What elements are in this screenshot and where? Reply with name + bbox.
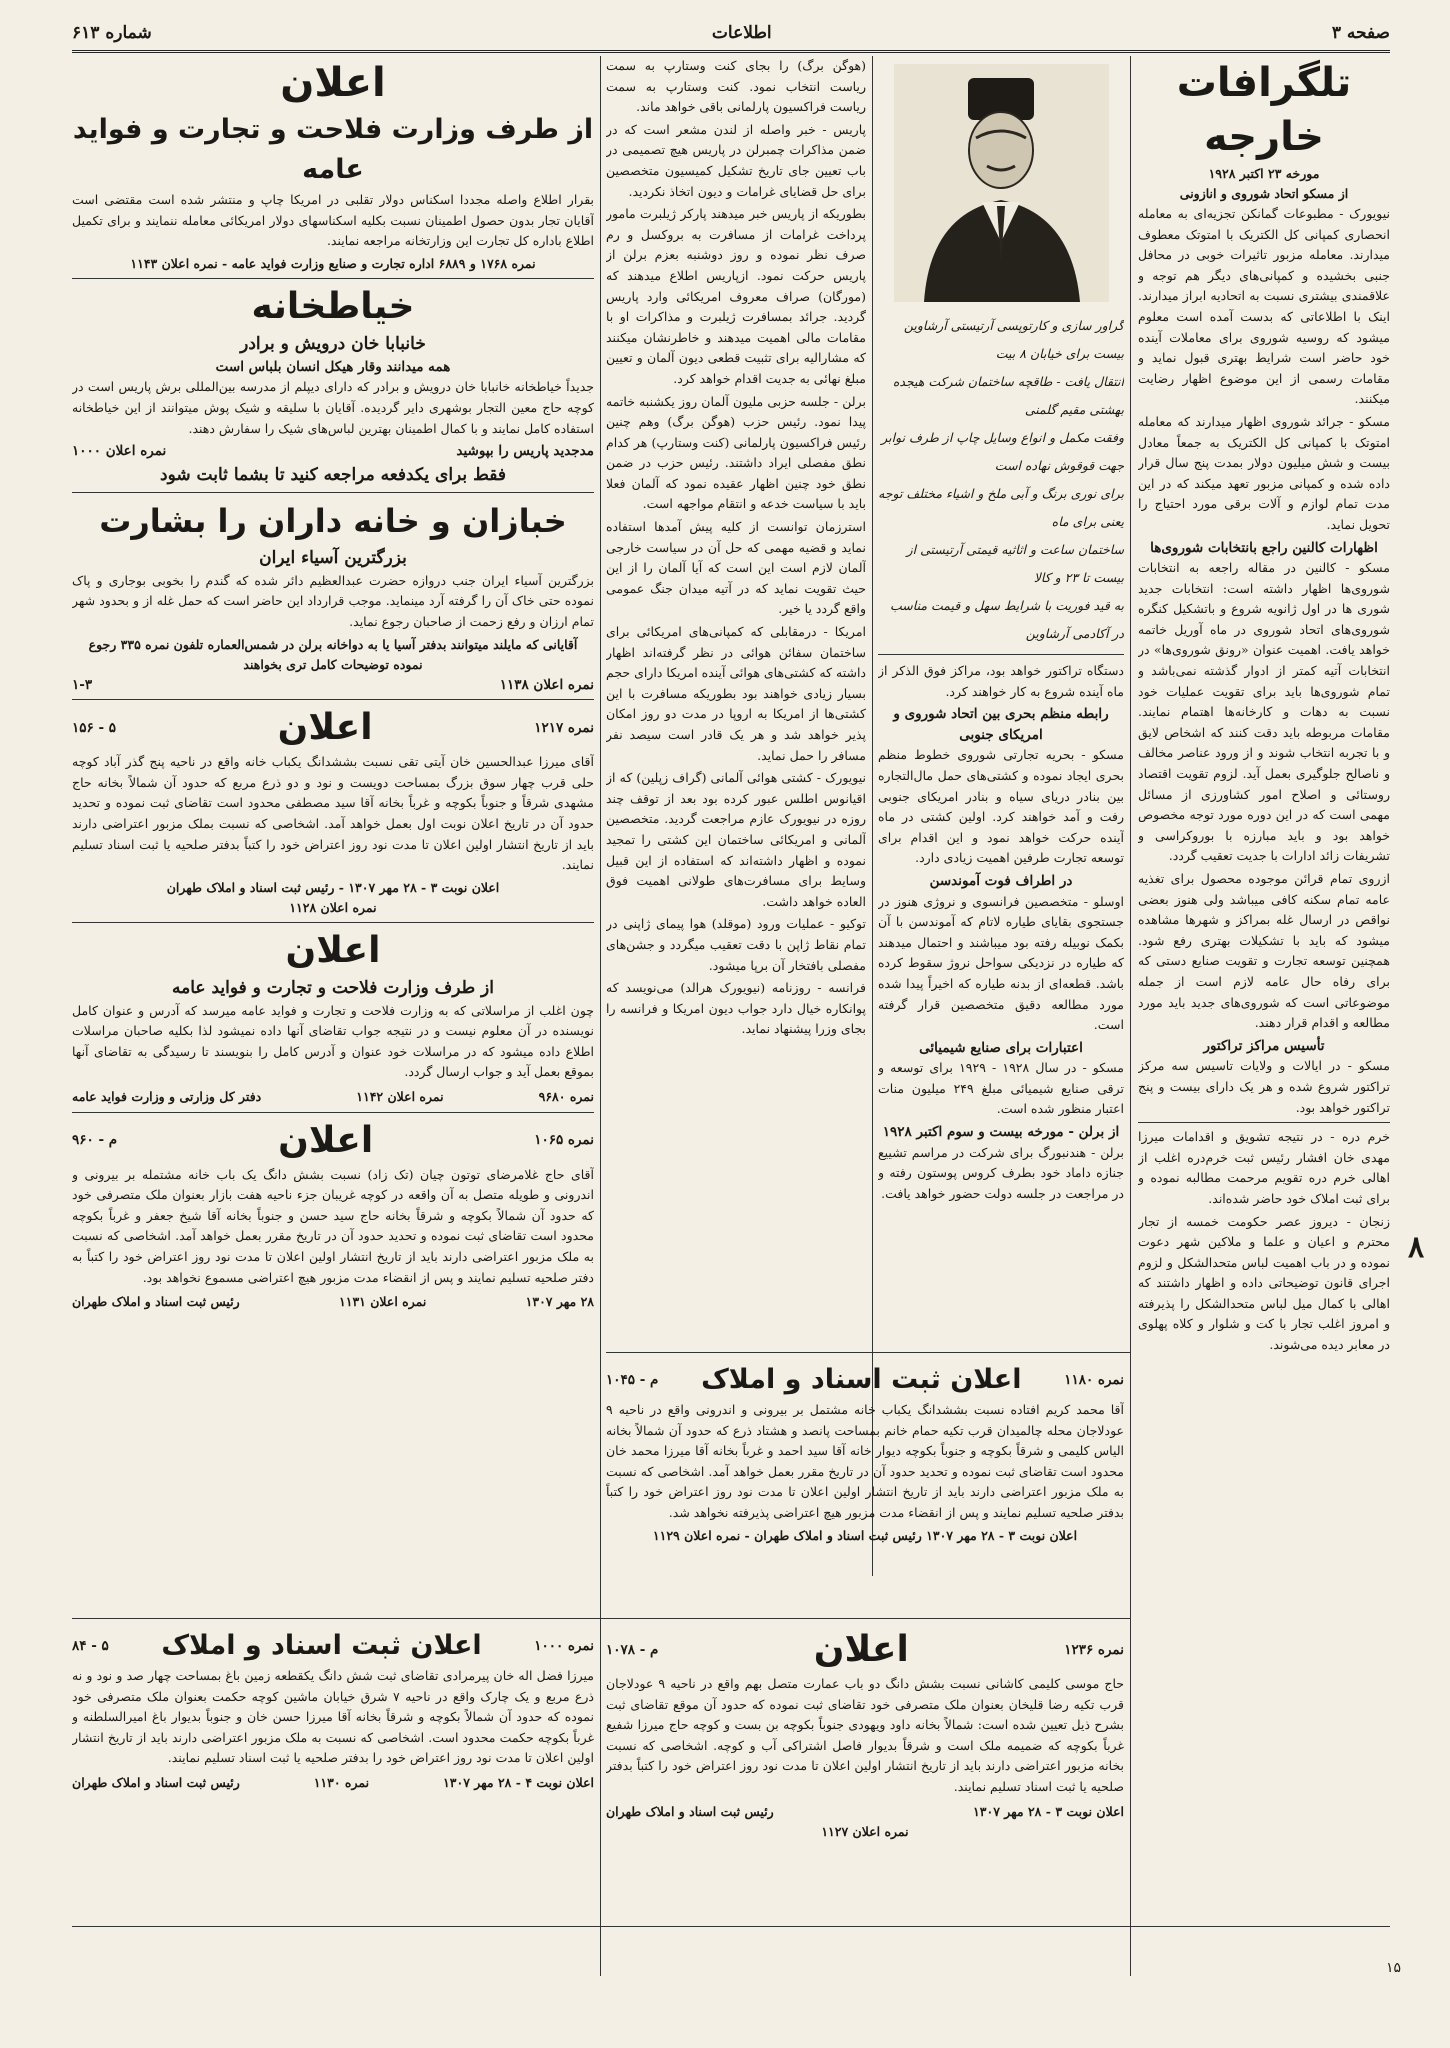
masthead-rule	[72, 50, 1390, 53]
ad-number: نمره ۹۶۸۰	[538, 1089, 594, 1105]
section-divider	[72, 1112, 594, 1113]
section-divider	[72, 492, 594, 493]
ads-column	[72, 56, 594, 1606]
announcement-title: اعلان	[813, 1629, 909, 1670]
ad-footer: آقایانی که مایلند میتوانند بدفتر آسیا یا به دواخانه برلن در شمس‌العماره تلفون نمره ۳۳۵ رجوع نموده توضیحات کامل تری بخواهند	[88, 636, 578, 672]
article-paragraph: نیویورک - کشتی هوائی آلمانی (گراف زپلین) که از اقیانوس اطلس عبور کرده بود بعد از توقف چند روزه در نیویورک عازم مراجعت گردید. متخصصین آلمانی و امریکائی ساختمان این کشتی را تمجید نموده و اظهار داشته‌اند که استفاده از این قبیل وسایط برای مسافرت‌های طولانی اهمیت فوق العاده خواهد داشت.	[606, 770, 866, 909]
news-column-2	[878, 56, 1124, 1546]
announcement-title: اعلان ثبت اسناد و املاک	[701, 1364, 1022, 1395]
announcement-date: اعلان نوبت ۴ - ۲۸ مهر ۱۳۰۷	[443, 1774, 594, 1790]
telegrams-dateline: از مسکو اتحاد شوروی و انازونی	[1179, 186, 1349, 201]
announcement-body: آقا محمد کریم افتاده نسبت بششدانگ یکباب خانه مشتمل بر بیرونی و اندرونی واقع در ناحیه ۹ عودلاجان محله چالمیدان قرب تکیه حمام خانم بمساحت پانصد و هشتاد ذرع که حدود آن شمالاً بخانه الیاس کلیمی و شرقاً بکوچه و جنوباً بکوچه دیوار خانه آقا سید احمد و غرباً بخانه آقا میرزا محمد خان محدود است تقاضای ثبت نموده و تحدید حدود آن در تاریخ مقرر بعمل خواهد آمد. اشخاصی که نسبت به ملک مزبور اعتراضی دارند باید از تاریخ انتشار اولین اعلان تا مدت نود روز اعتراض خود را کتباً بدفتر صلحیه تسلیم نمایند و پس از انقضاء مدت مزبور هیچ اعتراضی پذیرفته نخواهد شد.	[606, 1402, 1124, 1520]
article-paragraph: مسکو - کالنین در مقاله راجعه به انتخابات شوروی‌ها اظهار داشته است: انتخابات جدید شوری ها در اول ژانویه شروع و باتشکیل کنگره شوروی‌های اتحاد شوروی در ماه آوریل خاتمه خواهد یافت. اهمیت عنوان «رونق شوروی‌ها» در انتخابات آتیه کمتر از ادوار گذشته نمی‌باشد و تمام شوروی‌ها باید برای تقویت عملیات خود نسبت به دهات و کارخانه‌ها اهتمام نمایند. مقامات مربوطه باید دقت کنند که اشخاص لایق و با تجربه انتخاب شوند و از ورود عناصر مخالف و ناصالح جلوگیری بعمل آید. لزوم تقویت اقتصاد روستائی و اصلاح امور کشاورزی از مسائل مهمی است که در این دوره مورد توجه مخصوص خواهد بود و باید مبارزه با بوروکراسی و تشریفات زائد ادارات با جدیت تعقیب گردد.	[1138, 560, 1390, 864]
article-paragraph: فرانسه - روزنامه (نیویورک هرالد) می‌نویسد که پوانکاره خیال دارد جواب دیون امریکا و فرانسه را بجای وزرا پیشنهاد نماید.	[606, 980, 866, 1037]
article-paragraph: پاریس - خبر واصله از لندن مشعر است که در ضمن مذاکرات چمبرلن در پاریس هیچ تصمیمی در باب تعیین جای تاریخ تشکیل کمیسیون متخصصین برای حل قضایای غرامات و دیون اتخاذ نکردید.	[606, 121, 866, 199]
announcement-title: اعلان ثبت اسناد و املاک	[161, 1630, 482, 1661]
portrait-caption	[878, 312, 1124, 648]
telegrams-date: مورخه ۲۳ اکتبر ۱۹۲۸	[1208, 166, 1320, 181]
portrait-icon	[894, 64, 1109, 302]
ad-body: بقرار اطلاع واصله مجددا اسکناس دولار تقلبی در امریکا چاپ و منتشر شده است مقتضی است آقایان تجار بدون حصول اطمینان نسبت بکلیه اسکناسهای دولار امریکائی معامله ننمایند و برای تکمیل اطلاع باداره کل تجارت این وزارتخانه مراجعه نمایند.	[72, 192, 594, 249]
announcement-signature: رئیس ثبت اسناد و املاک طهران	[72, 1774, 240, 1790]
masthead	[72, 18, 1390, 48]
article-paragraph: برلن - جلسه حزبی ملیون آلمان روز یکشنبه خاتمه پیدا نمود. رئیس حزب (هوگن برگ) وهم چنین رئیس فراکسیون پارلمانی (کنت وستارپ) هر کدام نطق مفصلی ایراد داشتند. رئیس حزب در ضمن نطق خود چنین اظهار عقیده نمود که آلمان فعلا باید با سیاست خدعه و انتقام مواجهه است.	[606, 393, 866, 512]
ad-subtitle: بزرگترین آسیاء ایران	[259, 547, 407, 568]
article-paragraph: مسکو - در ایالات و ولایات تاسیس سه مرکز تراکتور شروع شده و هر یک دارای بیست و پنج تراکتور خواهد بود.	[1138, 1058, 1390, 1115]
announcement-body: حاج موسی کلیمی کاشانی نسبت بشش دانگ دو باب عمارت متصل بهم واقع در ناحیه ۹ عودلاجان قرب تکیه رضا قلیخان بعنوان ملک متصرفی خود تقاضای ثبت نموده که حدود آن موقع تقاضای ثبت بشرح ذیل تعیین شده است: شمالاً بخانه داود ویهودی جنوباً بکوچه بن بست و کوچه حاج میرزا شفیع غرباً بکوچه که ضمیمه ملک است و شرقاً بدیوار فاصل اشتراکی آب و کوچه. اشخاصی که نسبت بخانه مزبور اعتراضی دارند باید از تاریخ انتشار اولین اعلان تا مدت نود روز اعتراض خود را کتباً بدفتر صلحیه یا ثبت اسناد تسلیم نمایند.	[606, 1676, 1124, 1794]
article-heading: اعتبارات برای صنایع شیمیائی	[919, 1039, 1083, 1056]
announcement-footer: اعلان نوبت ۳ - ۲۸ مهر ۱۳۰۷ - رئیس ثبت اسناد و املاک طهران	[166, 879, 500, 895]
announcement-code: م - ۱۰۷۸	[606, 1641, 659, 1658]
caption-line: انتقال یافت - طاقچه ساختمان شرکت هیجده بهشتی مقیم گلمنی	[892, 374, 1124, 417]
ad-subtitle: از طرف وزارت فلاحت و تجارت و فواید عامه	[72, 114, 594, 185]
announcement-number: نمره ۱۲۱۷	[534, 719, 594, 736]
ad-body: چون اغلب از مراسلاتی که به وزارت فلاحت و تجارت و فواید عامه میرسد که آدرس و عنوان کامل نویسنده در آن معلوم نیست و در نتیجه جواب تقاضای آنها داده نمیشود لذا بکلیه صاحبان مراسلات اطلاع داده میشود که در مراسلات خود عنوان و آدرس کامل را بنویسند تا رسیدگی به تقاضای آنها بموقع بعمل آید و جواب ارسال گردد.	[72, 1002, 594, 1080]
article-heading: در اطراف فوت آموندسن	[929, 872, 1073, 889]
property-announcement-3	[72, 1626, 594, 1916]
page-corner-number: ۱۵	[1386, 1960, 1402, 1976]
announcement-number: نمره ۱۰۶۵	[534, 1132, 594, 1149]
section-divider	[72, 1618, 1130, 1619]
announcement-title: اعلان	[277, 707, 373, 749]
article-paragraph: امریکا - درمقابلی که کمپانی‌های امریکائی برای ساختمان سفائن هوائی در نظر گرفته‌اند اظهار داشته که کشتی‌های هوائی آینده امریکا دارای حجم بسیار زیادی خواهند بود بطوریکه مسافرت با این کشتی‌ها از امریکا به اروپا در مدت دو روز امکان پذیر خواهد شد و هر یک قادر است سیصد نفر مسافر را حمل نماید.	[606, 624, 866, 763]
ad-number: نمره اعلان ۱۱۳۸	[499, 676, 594, 693]
article-paragraph: مسکو - بحریه تجارتی شوروی خطوط منظم بحری ایجاد نموده و کشتی‌های حمل مال‌التجاره بین بنادر دریای سیاه و بنادر امریکای جنوبی رفت و آمد خواهند کرد. اولین کشتی در ماه آینده حرکت خواهد نمود و این اقدام برای توسعه تجارت طرفین اهمیت زیادی دارد.	[878, 747, 1124, 866]
ad-title: اعلان	[280, 60, 386, 106]
announcement-number: نمره ۱۲۳۶	[1064, 1641, 1124, 1658]
article-paragraph: مسکو - جرائد شوروی اظهار میدارند که معامله امتوتک با کمپانی کل الکتریک به جمعاً معادل بیست و شش میلیون دولار بمدت پنج سال قرار داده شده و کمپانی مزبور تعهد میکند که در این مدت تمام لوازم و آلات برقی مورد احتیاج را تحویل نماید.	[1138, 413, 1390, 532]
article-paragraph: زنجان - دیروز عصر حکومت خمسه از تجار محترم و اعیان و علما و ملاکین شهر دعوت نموده و در باب اهمیت لباس متحدالشکل و لزوم اجرای قانون توضیحاتی داده و اظهار داشتند که اهالی با کمال میل لباس متحدالشکل را پذیرفته و امروز اغلب تجار با کت و شلوار و کلاه پهلوی در معابر دیده می‌شوند.	[1138, 1213, 1390, 1353]
announcement-code: ۵ - ۸۴	[72, 1637, 109, 1654]
paper-name: اطلاعات	[711, 23, 772, 43]
announcement-number: نمره ۱۰۰۰	[534, 1637, 594, 1654]
article-paragraph: برلن - هندنبورگ برای شرکت در مراسم تشییع جنازه داماد خود بطرف کروس پوستون رفته و در مراجعت در جلسه دولت حضور خواهد یافت.	[878, 1144, 1124, 1201]
article-paragraph: ازروی تمام قرائن موجوده محصول برای تغذیه عامه تمام سکنه کافی میباشد ولی هنوز بعضی نواقص در ارسال غله بمراکز و شهرها مشاهده میشود که باید با تشکیلات بهتری رفع شود. همچنین توسعه تجارت و تقویت صنایع دستی که برای رفاه حال عامه لازم است از جمله موضوعاتی است که شوروی‌های جدید باید مورد مطالعه و اقدام قرار دهند.	[1138, 871, 1390, 1031]
article-heading: اظهارات کالنین راجع بانتخابات شوروی‌ها	[1150, 539, 1378, 556]
ad-slogan: مدجدید پاریس را بپوشید	[456, 443, 594, 460]
article-paragraph: دستگاه تراکتور خواهد بود، مراکز فوق الذکر از ماه آینده شروع به کار خواهند کرد.	[878, 663, 1124, 699]
ad-title: خبازان و خانه داران را بشارت	[99, 501, 567, 540]
column-divider	[600, 56, 601, 1976]
announcement-number: نمره ۱۱۳۰	[313, 1774, 370, 1790]
announcement-number: نمره ۱۱۸۰	[1064, 1371, 1124, 1388]
article-paragraph: خرم دره - در نتیجه تشویق و اقدامات میرزا مهدی خان افشار رئیس ثبت خرم‌دره اغلب از اهالی خرم دره تقویم مرحمت مطالبه نموده و برای ثبت املاک خود حاضر شده‌اند.	[1138, 1129, 1390, 1206]
announcement-body: آقای میرزا عبدالحسین خان آیتی تقی نسبت بششدانگ یکباب خانه واقع در ناحیه پنج گذر آباد کوچه حلی قرب چهار سوق بزرگ بمساحت دویست و نود و دو ذرع مربع که حدود آن شمالاً بخانه حاج مشهدی شرقاً و جنوباً بکوچه و غرباً بخانه آقا سید مصطفی محدود است تقاضای ثبت نموده و تحدید حدود آن در تاریخ اعلان نوبت اول بعمل خواهد آمد. اشخاصی که نسبت بملک مزبور اعتراضی دارند باید از تاریخ انتشار اولین اعلان تا مدت نود روز اعتراض خود را کتباً بدفتر صلحیه یا ثبت اسناد تسلیم نمایند.	[72, 754, 594, 873]
announcement-number: نمره اعلان ۱۱۳۱	[339, 1294, 427, 1310]
caption-line: ساختمان ساعت و اثاثیه قیمتی آرتیستی از بیست تا ۲۳ و کالا	[906, 542, 1124, 585]
ad-subtitle: از طرف وزارت فلاحت و تجارت و فواید عامه	[172, 977, 494, 998]
article-paragraph: توکیو - عملیات ورود (موقلد) هوا پیمای ژاپنی در تمام نقاط ژاپن با دقت تعقیب میگردد و جشن‌های مفصلی بافتخار آن برپا میشود.	[606, 916, 866, 973]
ad-subtitle: خانبابا خان درویش و برادر	[240, 333, 426, 354]
announcement-signature: رئیس ثبت اسناد و املاک طهران	[606, 1803, 774, 1819]
section-divider	[606, 1352, 1130, 1353]
ad-body: بزرگترین آسیاء ایران جنب دروازه حضرت عبدالعظیم دائر شده که گندم را بخوبی بوجاری و پاک نموده حتی خاک آن را گرفته آرد مینماید. موجب قرارداد این حاضر است که حمل غله از و بحدود شهر تمام ارزان و رفع زحمت از صاحبان رجوع نماید.	[72, 572, 594, 629]
announcement-date: ۲۸ مهر ۱۳۰۷	[525, 1294, 594, 1310]
caption-line: گراور سازی و کارتوپسی آرتیستی آرشاوین بیست برای خیابان ۸ بیت	[903, 318, 1124, 361]
ad-tagline: فقط برای یکدفعه مراجعه کنید تا بشما ثابت شود	[160, 464, 506, 485]
article-paragraph: استرزمان توانست از کلیه پیش آمدها استفاده نماید و قضیه مهمی که حل آن در سیاست خارجی آلمان لازم است این است که آیا آلمان را از این حیث تقویت نماید که در آتیه میدان جنگ عمومی واقع گردد یا خیر.	[606, 519, 866, 617]
section-divider	[878, 654, 1124, 655]
telegrams-column	[1138, 56, 1390, 1956]
caption-line: برای نوری برنگ و آبی ملخ و اشیاء مختلف توجه یعنی برای ماه	[878, 486, 1124, 529]
ad-slogan: همه میدانند وقار هیکل انسان بلباس است	[215, 358, 451, 375]
page-number: صفحه ۳	[1331, 23, 1390, 43]
article-heading: از برلن - مورخه بیست و سوم اکتبر ۱۹۲۸	[882, 1124, 1120, 1141]
ad-corner-code: ۱-۳	[72, 676, 93, 693]
section-divider	[72, 922, 594, 923]
announcement-code: م - ۱۰۴۵	[606, 1371, 659, 1388]
ad-footer: نمره ۱۷۶۸ و ۶۸۸۹ اداره تجارت و صنایع وزارت فواید عامه - نمره اعلان ۱۱۴۳	[130, 255, 536, 271]
portrait-engraving	[894, 64, 1109, 302]
column-divider	[872, 56, 873, 1576]
ad-number: نمره اعلان ۱۱۴۲	[356, 1089, 444, 1105]
issue-number: شماره ۶۱۳	[72, 23, 152, 43]
announcement-number: نمره اعلان ۱۱۲۸	[289, 899, 377, 915]
announcement-code: م - ۹۶۰	[72, 1132, 118, 1149]
announcement-date: اعلان نوبت ۳ - ۲۸ مهر ۱۳۰۷	[973, 1803, 1124, 1819]
announcement-code: ۵ - ۱۵۶	[72, 719, 117, 736]
article-paragraph: نیویورک - مطبوعات گمانکن تجزیه‌ای به معامله انحصاری کمپانی کل الکتریک با امتوتک معطوف میدارند. معامله مزبور تاثیرات خوبی در محافل جنبی بخشیده و کمپانی‌های دیگر هم توجه و علاقمندی بیشتری نسبت به اتحادیه ابراز میدارند. اینک با اطلاعاتی که بدست آمده است معلوم میشود که روسیه شوروی برای معاملات آینده خود حاضر است شرایط بهتری قبول نماید و مقامات رسمی از این موضوع اظهار رضایت میکنند.	[1138, 206, 1390, 407]
announcement-footer: اعلان نوبت ۳ - ۲۸ مهر ۱۳۰۷ رئیس ثبت اسناد و املاک طهران - نمره اعلان ۱۱۲۹	[652, 1527, 1078, 1543]
property-announcement-2	[606, 1626, 1124, 1916]
ad-body: جدیداً خیاطخانه خانبابا خان درویش و برادر که دارای دیپلم از مدرسه بین‌المللی برش پاریس است در کوچه حاج معین التجار بوشهری دایر گردیده. آقایان با سلیقه و شیک پوش میتوانند از این خیاطخانه استفاده کامل نمایند و با کمال اطمینان بهترین لباس‌های شیک را سفارش دهند.	[72, 379, 594, 436]
ad-number: نمره اعلان ۱۰۰۰	[72, 443, 167, 460]
announcement-title: اعلان	[278, 1119, 374, 1161]
section-divider	[72, 699, 594, 700]
announcement-body: میرزا فضل اله خان پیرمرادی تقاضای ثبت شش دانگ یکقطعه زمین باغ بمساحت چهار صد و نود و نه ذرع مربع و یک چارک واقع در ناحیه ۷ شرق خیابان ماشین کوچه حکمت بعنوان ملک متصرفی خود نموده که حدود آن شمالاً بکوچه و شرقاً بخانه آقا میرزا حسن خان و جنوباً بدیوار باغ امیرالسلطنه و غرباً بکوچه حکمت محدود است. اشخاصی که نسبت به ملک مزبور اعتراضی دارند باید از تاریخ انتشار اولین اعلان تا مدت نود روز اعتراض خود را بدفتر صلحیه یا ثبت اسناد تسلیم نمایند.	[72, 1668, 594, 1766]
margin-mark: ۸	[1408, 1230, 1425, 1265]
article-paragraph: (هوگن برگ) را بجای کنت وستارپ به سمت ریاست انتخاب نمود. کنت وستارپ به سمت ریاست فراکسیون پارلمانی باقی خواهد ماند.	[606, 58, 866, 115]
announcement-number: نمره اعلان ۱۱۲۷	[821, 1824, 909, 1840]
announcement-body: آقای حاج غلامرضای توتون چیان (تک زاد) نسبت بشش دانگ یک باب خانه مشتمله بر بیرونی و اندرونی و طویله متصل به آن واقعه در کوچه غریبان جزء ناحیه هفت بازار بعنوان ملک متصرفی خود که حدود آن شمالاً بکوچه و شرقاً بخانه حاج سید حسن و جنوباً بخانه آقا شیخ جعفر و غرباً بکوچه محدود است تقاضای ثبت نموده و تحدید حدود آن در تاریخ مقرر بعمل خواهد آمد. اشخاصی که نسبت به ملک مزبور اعتراضی دارند باید از تاریخ انتشار اولین اعلان تا مدت نود روز اعتراض خود را کتباً به دفتر صلحیه تسلیم نمایند و پس از انقضاء مدت مزبور هیچ اعتراضی مسموع نخواهد بود.	[72, 1166, 594, 1285]
article-heading: رابطه منظم بحری بین اتحاد شوروی و امریکای جنوبی	[893, 706, 1109, 743]
article-paragraph: اوسلو - متخصصین فرانسوی و نروژی هنوز در جستجوی بقایای طیاره لاتام که آموندسن با آن بکمک نوبیله رفته بود میباشند و احتمال میدهند که طیاره در نزدیکی سواحل نروژ سقوط کرده باشد. قطعه‌ای از بدنه طیاره که اخیراً پیدا شده مورد مطالعه دقیق متخصصین قرار گرفته است.	[878, 893, 1124, 1033]
ad-title: خیاطخانه	[251, 285, 415, 327]
caption-line: به قید فوریت با شرایط سهل و قیمت مناسب در آکادمی آرشاوین	[890, 598, 1124, 641]
article-paragraph: مسکو - در سال ۱۹۲۸ - ۱۹۲۹ برای توسعه و ترقی صنایع شیمیائی مبلغ ۲۴۹ میلیون منات اعتبار منظور شده است.	[878, 1060, 1124, 1117]
telegrams-title: تلگرافات خارجه	[1176, 60, 1352, 160]
section-divider	[72, 278, 594, 279]
article-heading: تأسیس مراکز تراکتور	[1203, 1037, 1325, 1054]
ad-title: اعلان	[285, 929, 381, 971]
column-divider	[1130, 56, 1131, 1976]
ad-signature: دفتر کل وزارتی و وزارت فواید عامه	[72, 1089, 262, 1105]
bottom-rule	[72, 1926, 1390, 1927]
property-announcement-1	[606, 1360, 1124, 1610]
caption-line: وفقت مکمل و انواع وسایل چاپ از طرف نوابر جهت قوقوش نهاده است	[881, 430, 1124, 473]
news-column-3	[606, 56, 866, 1336]
announcement-signature: رئیس ثبت اسناد و املاک طهران	[72, 1294, 240, 1310]
article-paragraph: بطوریکه از پاریس خبر میدهند پارکر ژیلبرت مامور پرداخت غرامات از مسافرت به بروکسل و رم صرف نظر نموده و روز دوشنبه بعزم برلن از پاریس حرکت نمود. ازپاریس اطلاع میدهند که (مورگان) صراف معروف امریکائی وارد پاریس گردید. جرائد بمسافرت ژیلبرت و مذاکرات او با مقامات مالی اهمیت میدهند و خاطرنشان میکنند که مشارالیه برای تثبیت قطعی دیون آلمان و تعیین مبلغ نهائی به جدیت اقدام خواهد کرد.	[606, 206, 866, 386]
section-divider	[1138, 1122, 1390, 1123]
